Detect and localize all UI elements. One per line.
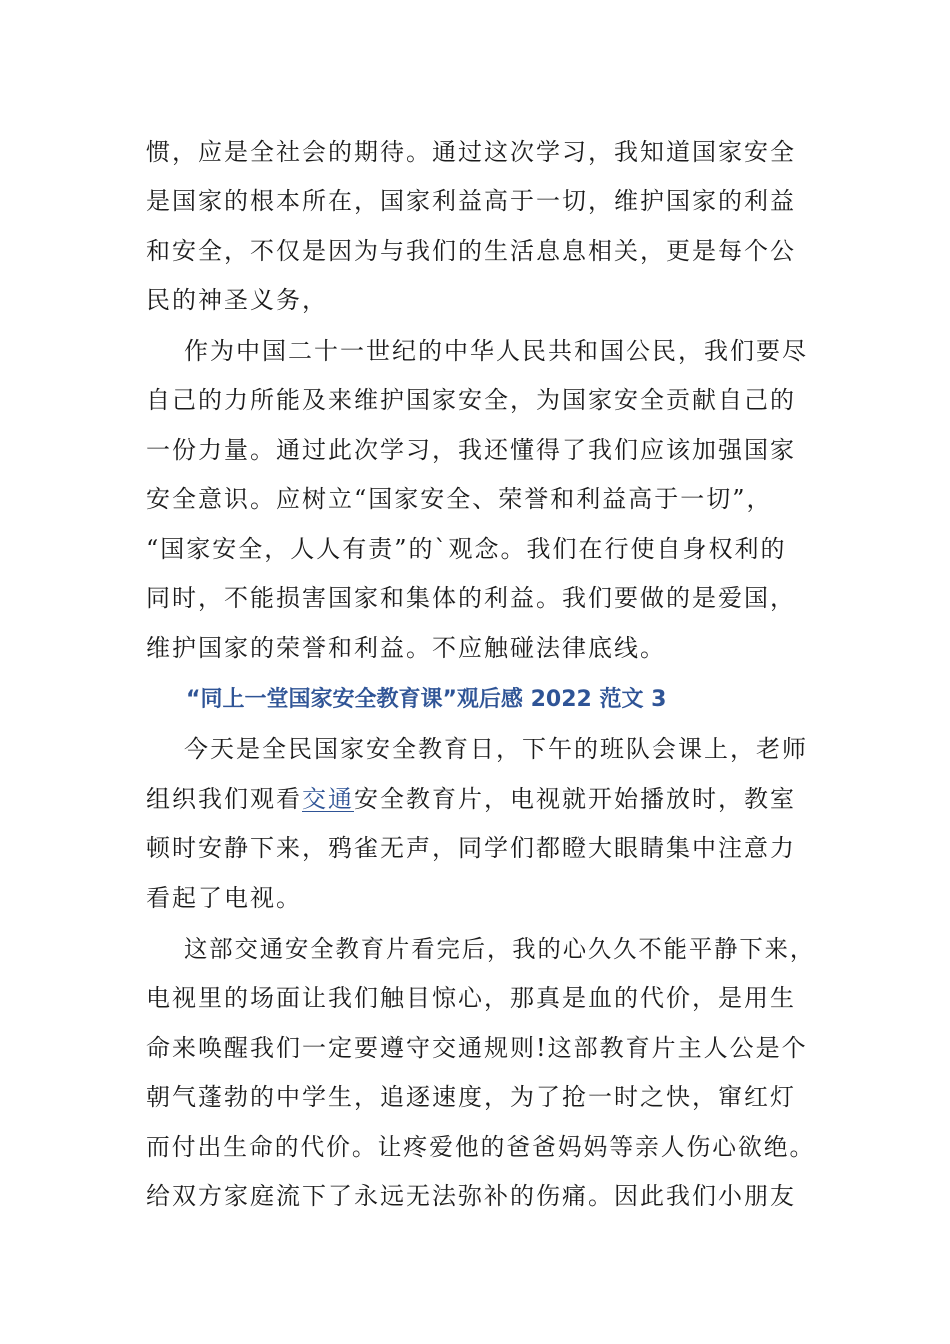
paragraph-line: 这部交通安全教育片看完后，我的心久久不能平静下来，	[184, 935, 816, 963]
paragraph-line: 而付出生命的代价。让疼爱他的爸爸妈妈等亲人伤心欲绝。	[146, 1133, 816, 1161]
traffic-link[interactable]: 交通	[302, 785, 354, 813]
paragraph-line: 自己的力所能及来维护国家安全，为国家安全贡献自己的	[146, 386, 796, 414]
section-heading: “同上一堂国家安全教育课”观后感 2022 范文 3	[186, 687, 667, 712]
paragraph-line: 同时，不能损害国家和集体的利益。我们要做的是爱国，	[146, 584, 796, 612]
paragraph-line: 安全意识。应树立“国家安全、荣誉和利益高于一切”，	[146, 485, 773, 513]
paragraph-line: 看起了电视。	[146, 884, 302, 912]
paragraph-line: 是国家的根本所在，国家利益高于一切，维护国家的利益	[146, 187, 796, 215]
text-segment: 组织我们观看	[146, 785, 302, 813]
paragraph-line: “国家安全，人人有责”的`观念。我们在行使自身权利的	[146, 535, 787, 563]
paragraph-line: 今天是全民国家安全教育日，下午的班队会课上，老师	[184, 735, 808, 763]
paragraph-line: 电视里的场面让我们触目惊心，那真是血的代价，是用生	[146, 984, 796, 1012]
paragraph-line: 维护国家的荣誉和利益。不应触碰法律底线。	[146, 634, 666, 662]
paragraph-line: 作为中国二十一世纪的中华人民共和国公民，我们要尽	[184, 337, 808, 365]
paragraph-line	[146, 783, 796, 815]
text-segment: 安全教育片，电视就开始播放时，教室	[354, 785, 796, 813]
paragraph-line: 顿时安静下来，鸦雀无声，同学们都瞪大眼睛集中注意力	[146, 834, 796, 862]
paragraph-line: 给双方家庭流下了永远无法弥补的伤痛。因此我们小朋友	[146, 1182, 796, 1210]
paragraph-line: 一份力量。通过此次学习，我还懂得了我们应该加强国家	[146, 436, 796, 464]
paragraph-line: 命来唤醒我们一定要遵守交通规则!这部教育片主人公是个	[146, 1034, 808, 1062]
paragraph-line: 朝气蓬勃的中学生，追逐速度，为了抢一时之快，窜红灯	[146, 1083, 796, 1111]
paragraph-line: 民的神圣义务，	[146, 286, 328, 314]
paragraph-line: 惯，应是全社会的期待。通过这次学习，我知道国家安全	[146, 138, 796, 166]
paragraph-line: 和安全，不仅是因为与我们的生活息息相关，更是每个公	[146, 237, 796, 265]
